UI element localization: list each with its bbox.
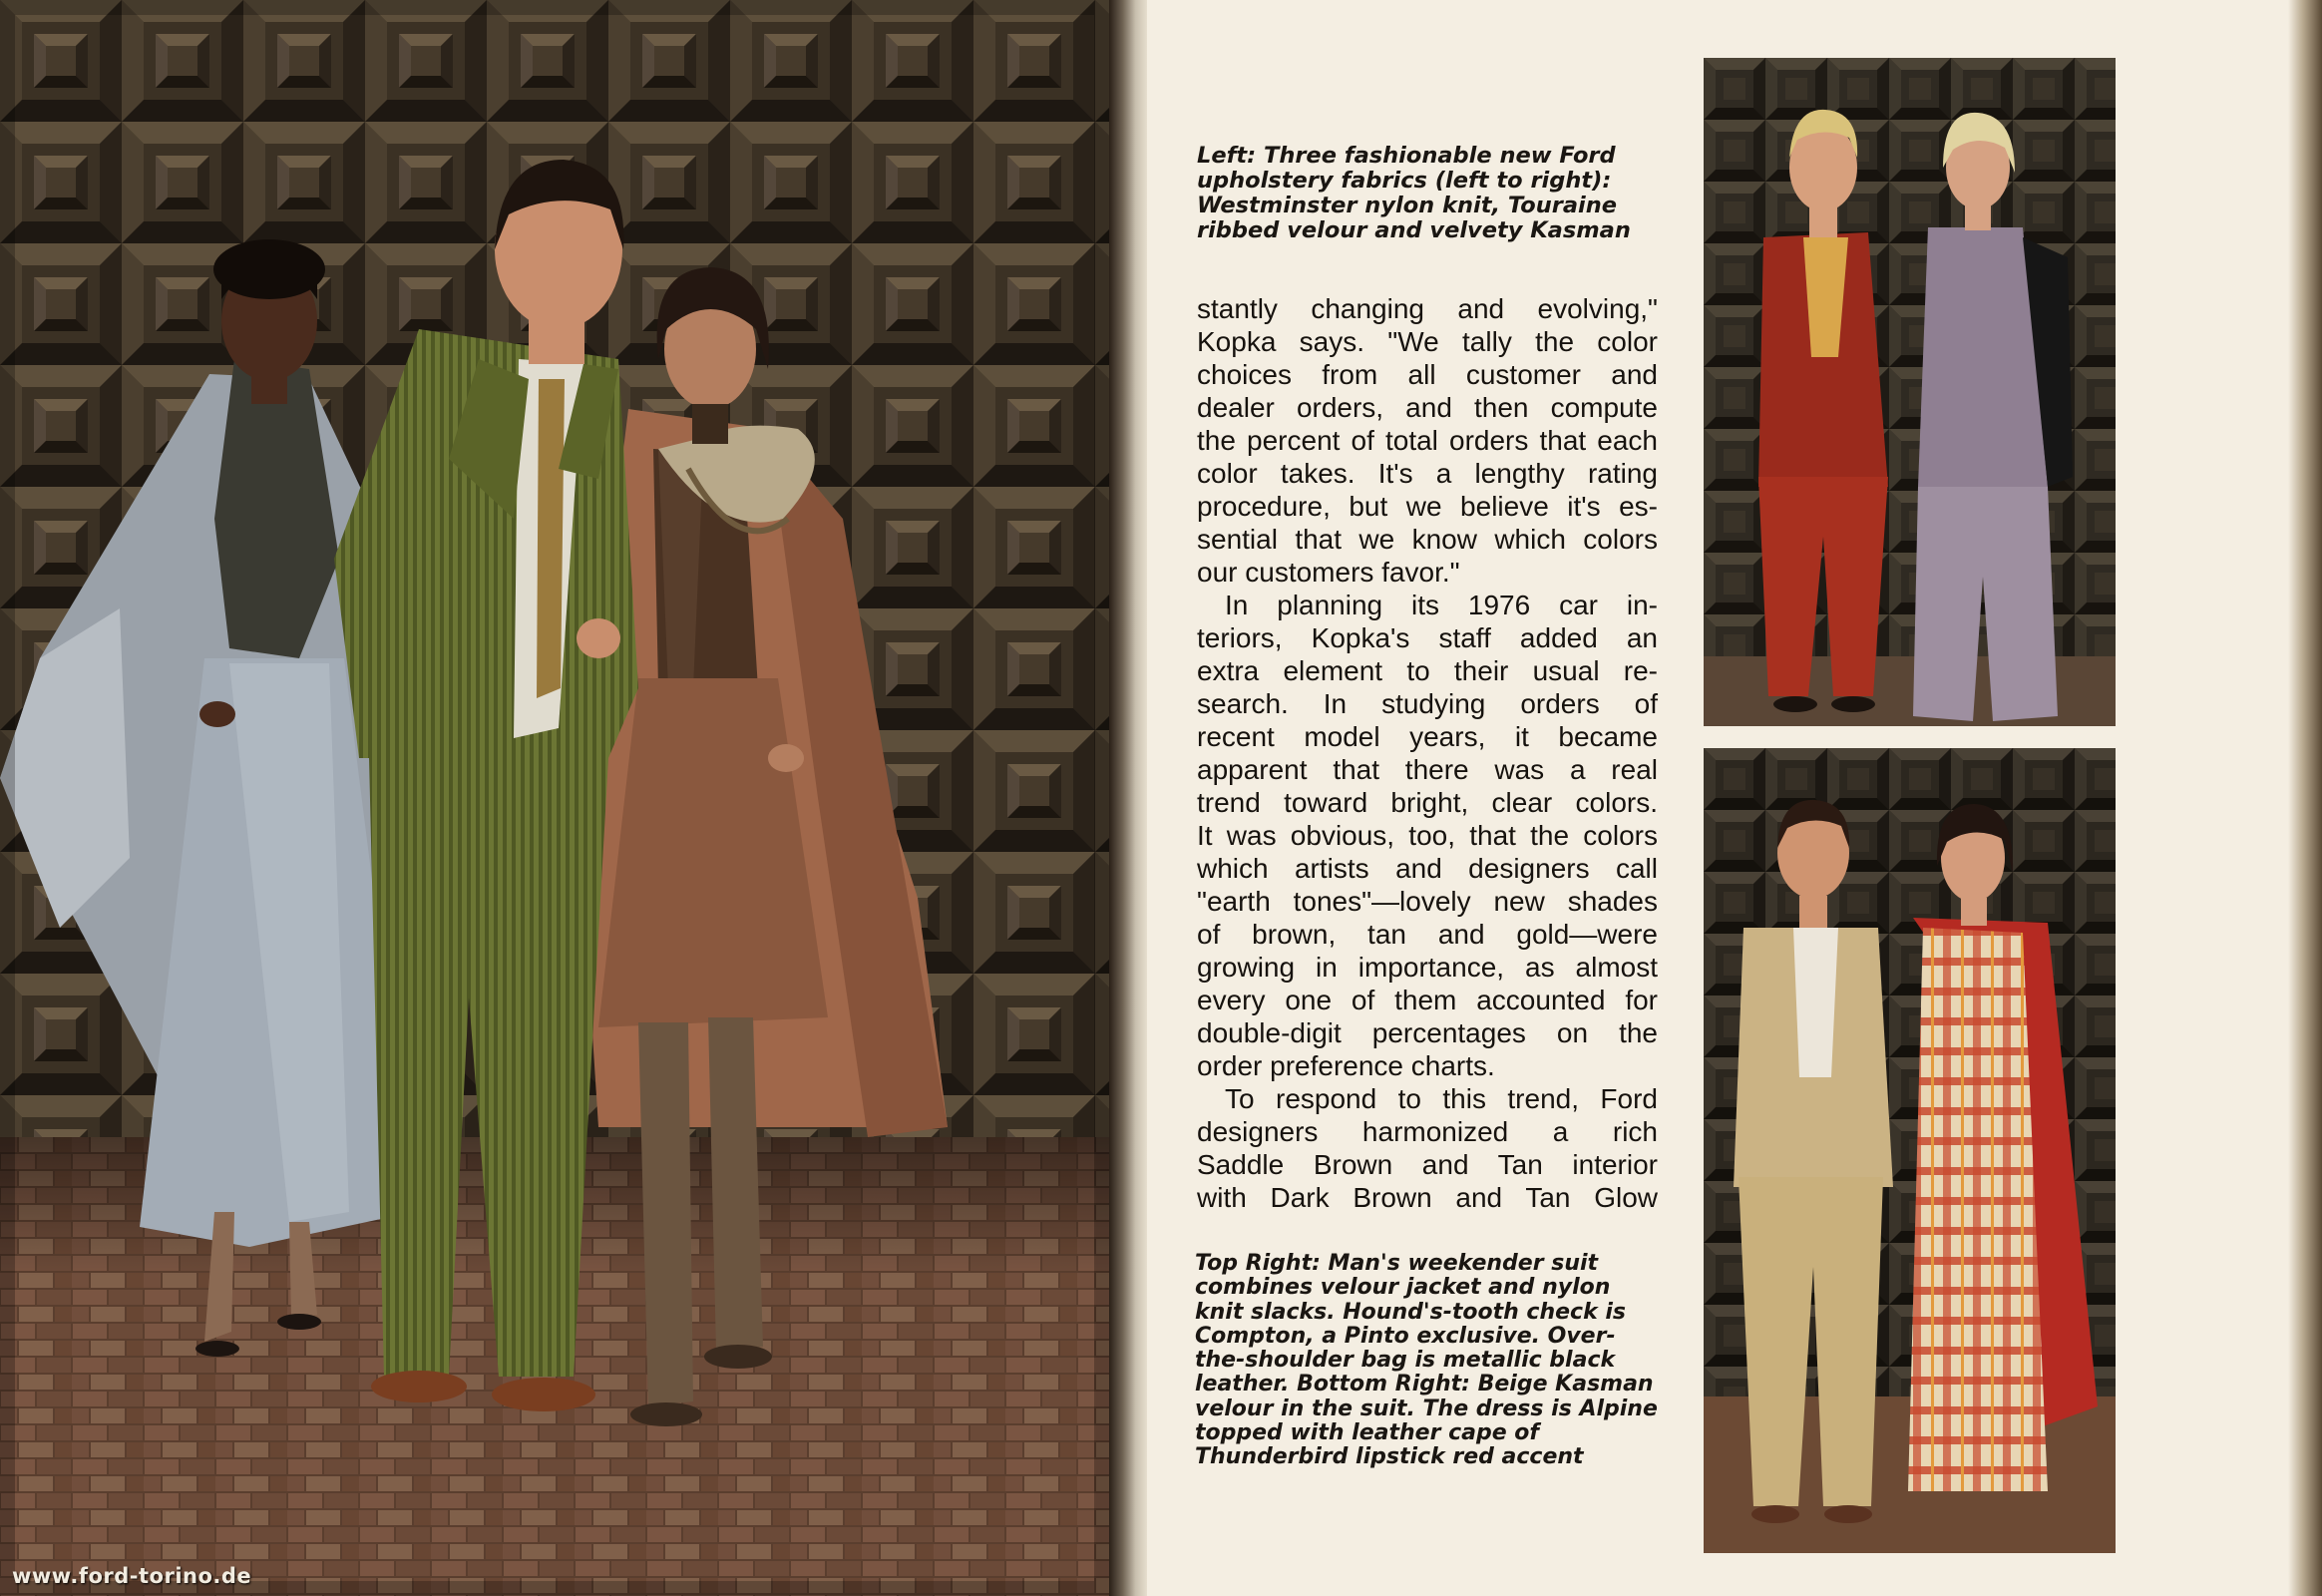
caption-line: topped with leather cape of	[1195, 1420, 1539, 1446]
caption-line: combines velour jacket and nylon	[1195, 1275, 1611, 1301]
caption-line: leather. Bottom Right: Beige Kasman	[1195, 1372, 1654, 1397]
photo-top-right	[1704, 58, 2116, 726]
caption-line: knit slacks. Hound's-tooth check is	[1195, 1299, 1627, 1325]
article-line: stantly changing and evolving,"	[1197, 293, 1658, 324]
photo-couple-plaid-dress	[1704, 748, 2116, 1553]
article-line: which artists and designers call	[1197, 853, 1658, 884]
left-page	[0, 0, 1109, 1596]
article-line: recent model years, it became	[1197, 721, 1658, 752]
caption-line: Left: Three fashionable new Ford	[1197, 143, 1616, 169]
article-line: search. In studying orders of	[1197, 688, 1658, 719]
article-line: designers harmonized a rich	[1197, 1116, 1658, 1147]
caption-left-photo	[1197, 144, 1636, 243]
article-line: double-digit percentages on the	[1197, 1017, 1658, 1048]
main-fashion-photo	[0, 0, 1109, 1596]
article-line: with Dark Brown and Tan Glow	[1197, 1182, 1658, 1213]
article-line: procedure, but we believe it's es-	[1197, 491, 1658, 522]
page-gutter	[1109, 0, 1147, 1596]
article-line: every one of them accounted for	[1197, 985, 1658, 1015]
article-line: teriors, Kopka's staff added an	[1197, 622, 1658, 653]
website-watermark: www.ford-torino.de	[12, 1564, 252, 1588]
article-line: "earth tones"—lovely new shades	[1197, 886, 1658, 917]
caption-right-photos	[1195, 1251, 1658, 1470]
article-line: Saddle Brown and Tan interior	[1197, 1149, 1658, 1180]
article-line: To respond to this trend, Ford	[1225, 1083, 1658, 1114]
article-line: apparent that there was a real	[1197, 754, 1658, 785]
article-line: order preference charts.	[1197, 1050, 1495, 1081]
article-line: Kopka says. "We tally the color	[1197, 326, 1658, 357]
article-line: dealer orders, and then compute	[1197, 392, 1658, 423]
caption-line: Compton, a Pinto exclusive. Over-	[1195, 1323, 1616, 1349]
article-body	[1197, 292, 1658, 1214]
article-line: our customers favor."	[1197, 557, 1460, 588]
right-page	[1147, 0, 2322, 1596]
article-line: sential that we know which colors	[1197, 524, 1658, 555]
article-line: the percent of total orders that each	[1197, 425, 1658, 456]
caption-line: ribbed velour and velvety Kasman	[1197, 217, 1631, 243]
article-line: trend toward bright, clear colors.	[1197, 787, 1658, 818]
caption-line: Top Right: Man's weekender suit	[1195, 1251, 1599, 1276]
photo-couple-red-suit	[1704, 58, 2116, 726]
article-line: color takes. It's a lengthy rating	[1197, 458, 1658, 489]
caption-line: Westminster nylon knit, Touraine	[1197, 193, 1618, 218]
caption-line: upholstery fabrics (left to right):	[1197, 168, 1612, 194]
article-line: of brown, tan and gold—were	[1197, 919, 1658, 950]
article-line: In planning its 1976 car in-	[1225, 590, 1658, 620]
article-line: choices from all customer and	[1197, 359, 1658, 390]
article-line: It was obvious, too, that the colors	[1197, 820, 1658, 851]
article-line: extra element to their usual re-	[1197, 655, 1658, 686]
article-line: growing in importance, as almost	[1197, 952, 1658, 983]
caption-line: the-shoulder bag is metallic black	[1195, 1348, 1616, 1374]
caption-line: Thunderbird lipstick red accent	[1195, 1444, 1584, 1470]
caption-line: velour in the suit. The dress is Alpine	[1195, 1396, 1658, 1421]
photo-bottom-right	[1704, 748, 2116, 1553]
